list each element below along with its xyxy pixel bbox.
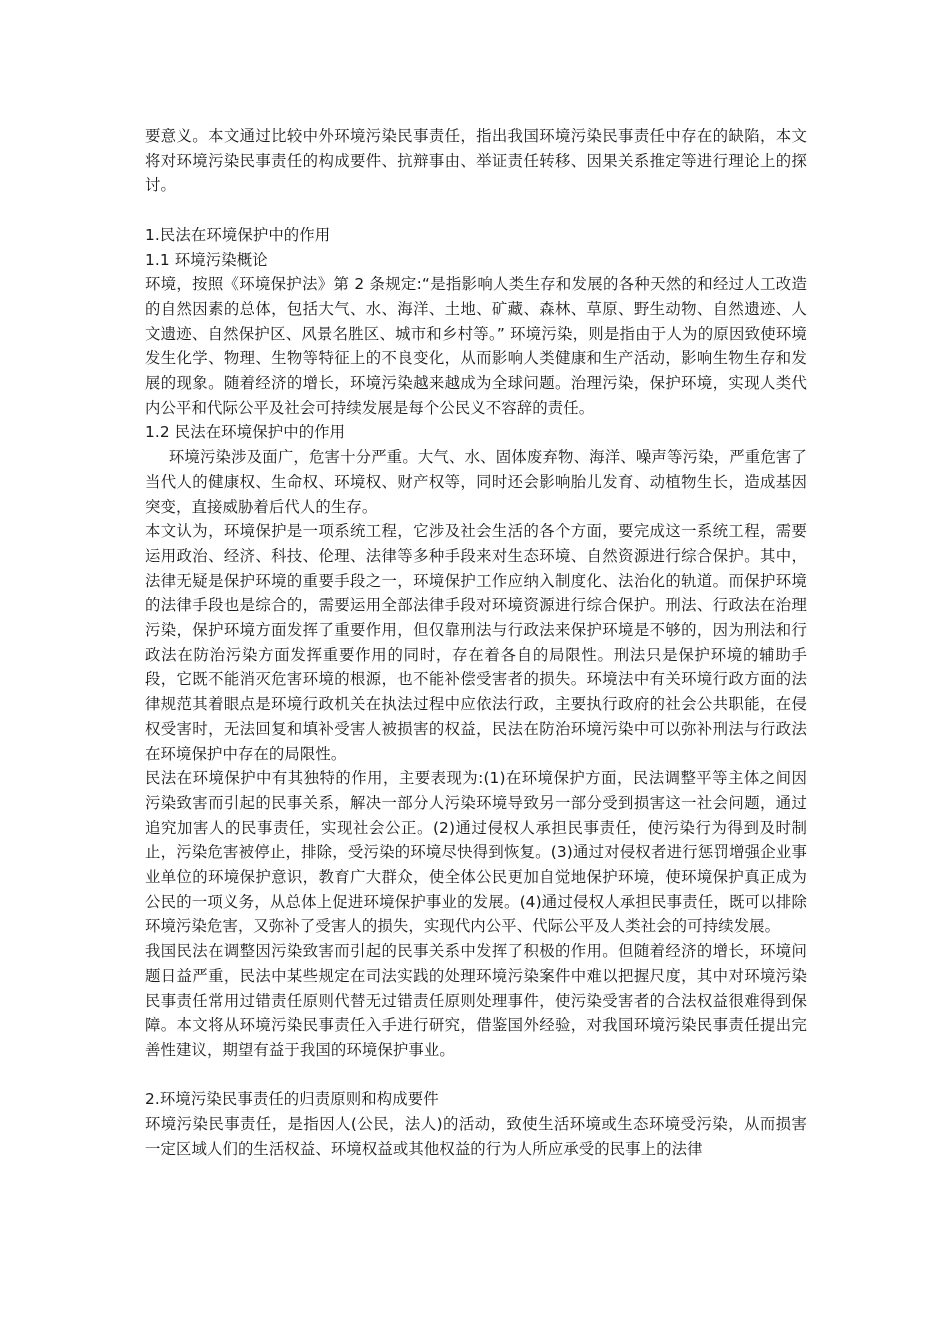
section-1-heading: 1.民法在环境保护中的作用: [145, 225, 331, 244]
section-1-2-paragraph-3: 民法在环境保护中有其独特的作用，主要表现为:(1)在环境保护方面，民法调整平等主体之间因污染致害而引起的民事关系，解决一部分人污染环境导致另一部分受到损害这一社会问题，通过追究加害人的民事责任，实现社会公正。(2)通过侵权人承担民事责任，使污染行为得到及时制止，污染危害被停止，排除，受污染的环境尽快得到恢复。(3)通过对侵权者进行惩罚增强企业事业单位的环境保护意识，教育广大群众，使全体公民更加自觉地保护环境，使环境保护真正成为公民的一项义务，从总体上促进环境保护事业的发展。(4)通过侵权人承担民事责任，既可以排除环境污染危害，又弥补了受害人的损失，实现代内公平、代际公平及人类社会的可持续发展。: [145, 769, 807, 936]
section-1-2-paragraph-1: 环境污染涉及面广，危害十分严重。大气、水、固体废弃物、海洋、噪声等污染，严重危害了当代人的健康权、生命权、环境权、财产权等，同时还会影响胎儿发育、动植物生长，造成基因突变，直接威胁着后代人的生存。: [145, 448, 807, 516]
intro-paragraph: 要意义。本文通过比较中外环境污染民事责任，指出我国环境污染民事责任中存在的缺陷，本文将对环境污染民事责任的构成要件、抗辩事由、举证责任转移、因果关系推定等进行理论上的探讨。: [145, 127, 807, 195]
document-page: [145, 124, 807, 1162]
section-1-1-paragraph: 环境，按照《环境保护法》第 2 条规定:“是指影响人类生存和发展的各种天然的和经过人工改造的自然因素的总体，包括大气、水、海洋、土地、矿藏、森林、草原、野生动物、自然遗迹、人文遗迹、自然保护区、风景名胜区、城市和乡村等。” 环境污染，则是指由于人为的原因致使环境发生化学、物理、生物等特征上的不良变化，从而影响人类健康和生产活动，影响生物生存和发展的现象。随着经济的增长，环境污染越来越成为全球问题。治理污染，保护环境，实现人类代内公平和代际公平及社会可持续发展是每个公民义不容辞的责任。: [145, 275, 807, 417]
blank-line: [145, 1063, 807, 1088]
blank-line: [145, 198, 807, 223]
section-1-1-heading: 1.1 环境污染概论: [145, 250, 268, 269]
section-1-2-paragraph-2: 本文认为，环境保护是一项系统工程，它涉及社会生活的各个方面，要完成这一系统工程，需要运用政治、经济、科技、伦理、法律等多种手段来对生态环境、自然资源进行综合保护。其中，法律无疑是保护环境的重要手段之一，环境保护工作应纳入制度化、法治化的轨道。而保护环境的法律手段也是综合的，需要运用全部法律手段对环境资源进行综合保护。刑法、行政法在治理污染，保护环境方面发挥了重要作用，但仅靠刑法与行政法来保护环境是不够的，因为刑法和行政法在防治污染方面发挥重要作用的同时，存在着各自的局限性。刑法只是保护环境的辅助手段，它既不能消灭危害环境的根源，也不能补偿受害者的损失。环境法中有关环境行政方面的法律规范其着眼点是环境行政机关在执法过程中应依法行政，主要执行政府的社会公共职能，在侵权受害时，无法回复和填补受害人被损害的权益，民法在防治环境污染中可以弥补刑法与行政法在环境保护中存在的局限性。: [145, 522, 807, 763]
section-2-heading: 2.环境污染民事责任的归责原则和构成要件: [145, 1090, 439, 1109]
section-1-2-paragraph-4: 我国民法在调整因污染致害而引起的民事关系中发挥了积极的作用。但随着经济的增长，环境问题日益严重，民法中某些规定在司法实践的处理环境污染案件中难以把握尺度，其中对环境污染民事责任常用过错责任原则代替无过错责任原则处理事件，使污染受害者的合法权益很难得到保障。本文将从环境污染民事责任入手进行研究，借鉴国外经验，对我国环境污染民事责任提出完善性建议，期望有益于我国的环境保护事业。: [145, 942, 807, 1059]
section-1-2-heading: 1.2 民法在环境保护中的作用: [145, 423, 346, 442]
section-2-paragraph: 环境污染民事责任，是指因人(公民，法人)的活动，致使生活环境或生态环境受污染，从而损害一定区域人们的生活权益、环境权益或其他权益的行为人所应承受的民事上的法律: [145, 1115, 807, 1158]
